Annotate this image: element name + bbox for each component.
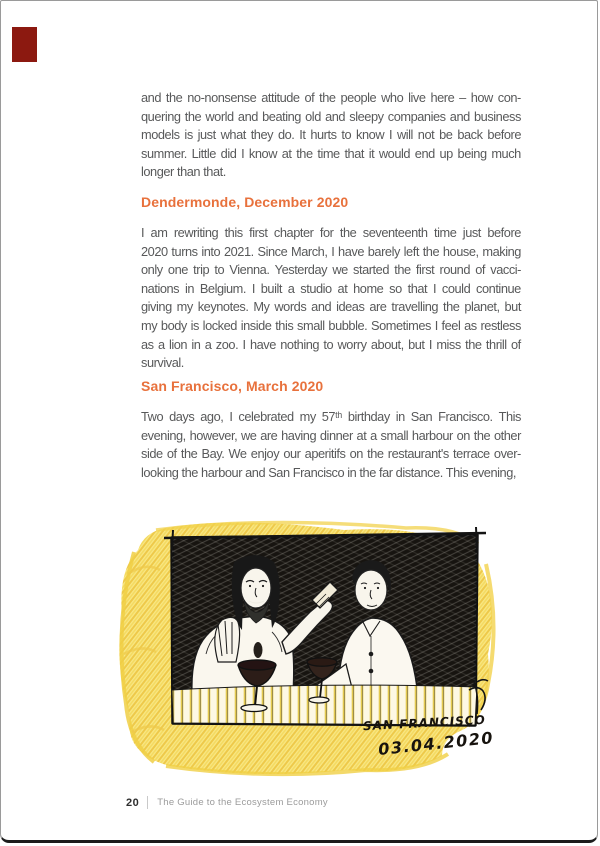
page-number: 20 [126, 796, 140, 809]
illustration-caption-city: SAN FRANCISCO [362, 712, 487, 734]
illustration-dinner-sketch [106, 504, 511, 796]
footer-divider [147, 796, 148, 809]
bookmark-ribbon [12, 27, 37, 62]
paragraph-intro: and the no-nonsense attitude of the people who live here – how con- quering the world and beating old and sleepy companies and business models is just what they do. It hurts to know I will not be back before summer. Little did I know at the time that it would end up being much longer than that. [141, 90, 521, 180]
page-footer [126, 796, 328, 809]
illustration-caption-date: 03.04.2020 [377, 727, 495, 760]
heading-dendermonde: Dendermonde, December 2020 [141, 194, 349, 210]
footer-book-title: The Guide to the Ecosystem Economy [157, 797, 328, 808]
paragraph-san-francisco: Two days ago, I celebrated my 57ᵗʰ birthday in San Francisco. This evening, however, we are having dinner at a small harbour on the other side of the Bay. We enjoy our aperitifs on the restaurant's terrace over- looking the harbour and San Francisco in the far distance. This evening, [141, 409, 521, 480]
heading-san-francisco: San Francisco, March 2020 [141, 378, 324, 394]
paragraph-dendermonde: I am rewriting this first chapter for the seventeenth time just before 2020 turns into 2021. Since March, I have barely left the house, making only one trip to Vienna. Yesterday we started the first round of vacci- nations in Belgium. I built a studio at home so that I could continue giving my keynotes. My words and ideas are travelling the planet, but my body is locked inside this small bubble. Sometimes I feel as restless as a lion in a zoo. I have nothing to worry about, but I miss the thrill of survival. [141, 225, 521, 371]
